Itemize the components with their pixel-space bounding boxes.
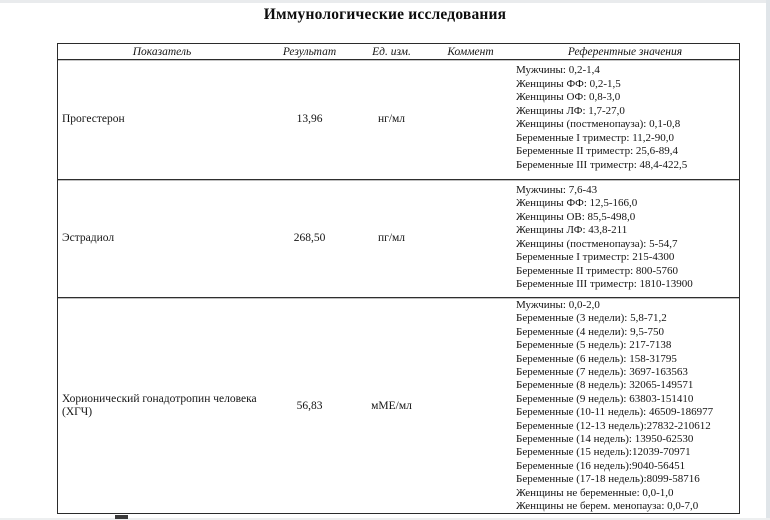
indicator-name: Эстрадиол (62, 231, 115, 244)
reference-line: Беременные III триместр: 1810-13900 (516, 278, 693, 290)
unit-cell (353, 298, 430, 513)
reference-line: Беременные II триместр: 25,6-89,4 (516, 145, 679, 157)
indicator-cell (58, 180, 266, 298)
result-value: 56,83 (296, 399, 323, 412)
result-value: 268,50 (293, 232, 326, 245)
reference-line: Женщины ФФ: 12,5-166,0 (516, 197, 638, 209)
table-body (57, 60, 740, 514)
table-header-row (57, 43, 740, 60)
reference-line: Женщины не берем. менопауза: 0,0-7,0 (516, 500, 699, 513)
page-edge-right (766, 0, 770, 520)
result-cell (266, 298, 353, 513)
references-cell (511, 298, 739, 513)
reference-line: Беременные (3 недели): 5,8-71,2 (516, 312, 667, 325)
reference-line: Беременные (7 недель): 3697-163563 (516, 366, 688, 379)
reference-line: Беременные III триместр: 48,4-422,5 (516, 158, 688, 171)
reference-line: Беременные (6 недель): 158-31795 (516, 352, 677, 365)
reference-line: Мужчины: 0,2-1,4 (516, 64, 600, 76)
table-row (58, 297, 739, 513)
reference-line: Беременные (14 недель): 13950-62530 (516, 433, 694, 446)
reference-line: Беременные (9 недель): 63803-151410 (516, 392, 694, 405)
reference-line: Женщины ЛФ: 1,7-27,0 (516, 104, 625, 117)
indicator-name: Хорионический гонадотропин человека (ХГЧ) (62, 392, 257, 418)
comment-cell (430, 180, 511, 298)
reference-line: Беременные (5 недель): 217-7138 (516, 339, 672, 352)
header-cell-unit: Ед. изм. (372, 45, 411, 58)
references-cell (511, 180, 739, 298)
reference-line: Женщины ОВ: 85,5-498,0 (516, 210, 636, 223)
indicator-name: Прогестерон (62, 112, 125, 125)
comment-cell (430, 298, 511, 513)
reference-line: Беременные (15 недель):12039-70971 (516, 446, 691, 459)
reference-line: Беременные (8 недель): 32065-149571 (516, 379, 694, 392)
reference-line: Женщины не беременные: 0,0-1,0 (516, 486, 674, 499)
results-table (57, 43, 740, 514)
reference-line: Беременные (16 недель):9040-56451 (516, 459, 686, 472)
header-cell-indicator: Показатель (132, 45, 192, 58)
cutoff-text-fragment (115, 515, 128, 519)
reference-line: Женщины (постменопауза): 5-54,7 (516, 237, 678, 250)
reference-line: Беременные I триместр: 11,2-90,0 (516, 131, 674, 144)
table-row (58, 179, 739, 298)
comment-cell (430, 60, 511, 179)
unit-cell (353, 60, 430, 179)
indicator-cell (58, 60, 266, 179)
header-cell-comment: Коммент (447, 45, 494, 58)
reference-line: Женщины ФФ: 0,2-1,5 (516, 77, 621, 90)
indicator-cell (58, 298, 266, 513)
reference-line: Беременные (4 недели): 9,5-750 (516, 325, 664, 338)
reference-line: Женщины ЛФ: 43,8-211 (516, 224, 628, 236)
table-row (58, 60, 739, 179)
unit-value: нг/мл (377, 113, 406, 126)
unit-value: пг/мл (377, 232, 406, 245)
reference-line: Беременные I триместр: 215-4300 (516, 251, 675, 263)
unit-cell (353, 180, 430, 298)
page-title: Иммунологические исследования (263, 6, 507, 23)
reference-line: Мужчины: 7,6-43 (516, 183, 598, 196)
result-cell (266, 180, 353, 298)
reference-line: Беременные II триместр: 800-5760 (516, 264, 679, 277)
reference-line: Беременные (10-11 недель): 46509-186977 (516, 406, 714, 419)
reference-line: Беременные (12-13 недель):27832-210612 (516, 419, 711, 432)
reference-line: Женщины (постменопауза): 0,1-0,8 (516, 118, 681, 130)
header-cell-references: Референтные значения (567, 45, 683, 58)
result-value: 13,96 (296, 113, 323, 126)
page-edge-top (0, 0, 770, 3)
reference-line: Беременные (17-18 недель):8099-58716 (516, 473, 700, 486)
unit-value: мМЕ/мл (371, 399, 412, 412)
references-cell (511, 60, 739, 179)
reference-line: Мужчины: 0,0-2,0 (516, 299, 600, 311)
reference-line: Женщины ОФ: 0,8-3,0 (516, 91, 621, 103)
header-cell-result: Результат (282, 45, 337, 58)
result-cell (266, 60, 353, 179)
